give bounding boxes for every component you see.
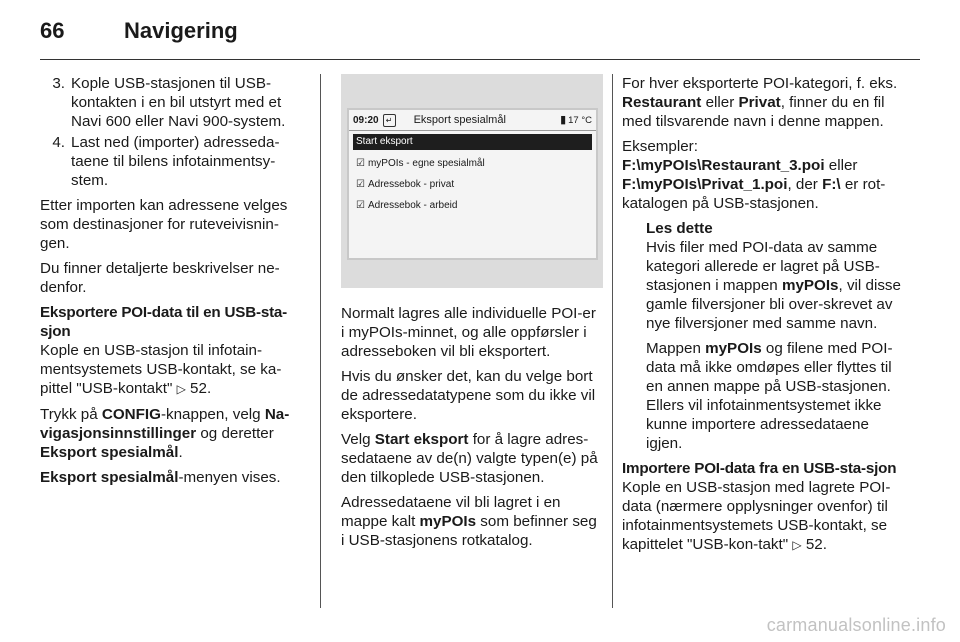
checkbox-checked-icon: ☑	[356, 179, 365, 190]
paragraph: Kople en USB-stasjon med lagrete POI-data (nærmere opplysninger ovenfor) til infotainmentsystemets USB-kontakt, se kapittelet "USB-kon-takt" ▷ 52.	[622, 479, 891, 553]
list-item: 3. Kople USB-stasjonen til USB-kontakten i en bil utstyrt med et Navi 600 eller Navi 900-system.	[52, 75, 286, 130]
menu-item-mypois: ☑ myPOIs - egne spesialmål	[353, 153, 592, 174]
paragraph: Du finner detaljerte beskrivelser ne-denfor.	[40, 260, 280, 296]
checkbox-checked-icon: ☑	[356, 200, 365, 211]
page-reference-icon: ▷	[792, 538, 802, 552]
paragraph: Adressedataene vil bli lagret i en mappe kalt myPOIs som befinner seg i USB-stasjonens rotkatalog.	[341, 494, 597, 549]
paragraph: Hvis filer med POI-data av samme kategori allerede er lagret på USB-stasjonen i mappen myPOIs, vil disse gamle filversjoner bli over-skrevet av nye filversjoner med samme navn.	[646, 239, 901, 332]
header-rule	[40, 59, 920, 60]
thermometer-icon: ▮	[560, 113, 567, 126]
menu-item-addressbook-private: ☑ Adressebok - privat	[353, 174, 592, 195]
screen-topbar	[349, 110, 596, 130]
page-header	[40, 18, 238, 52]
clock: 09:20	[353, 114, 379, 126]
paragraph: Trykk på CONFIG-knappen, velg Na-vigasjonsinnstillinger og deretter Eksport spesialmål.	[40, 406, 290, 461]
list-item: 4. Last ned (importer) adresseda-taene til bilens infotainmentsy-stem.	[52, 134, 280, 189]
menu-item-start-export: Start eksport	[353, 134, 592, 150]
paragraph: Eksempler: F:\myPOIs\Restaurant_3.poi eller F:\myPOIs\Privat_1.poi, der F:\ er rot-katalogen på USB-stasjonen.	[622, 138, 886, 212]
note-title: Les dette	[646, 220, 713, 237]
paragraph: Velg Start eksport for å lagre adres-sedataene av de(n) valgte typen(e) på den tilkoplede USB-stasjonen.	[341, 431, 598, 486]
paragraph: Hvis du ønsker det, kan du velge bort de adressedatatypene som du ikke vil eksportere.	[341, 368, 596, 423]
export-menu	[353, 134, 592, 216]
back-icon: ↵	[383, 114, 396, 127]
paragraph: Mappen myPOIs og filene med POI-data må ikke omdøpes eller flyttes til en annen mappe på USB-stasjonen. Ellers vil infotainmentsystemet ikke kunne importere adressedataene igjen.	[646, 340, 893, 452]
paragraph: For hver eksporterte POI-kategori, f. eks. Restaurant eller Privat, finner du en fil med tilsvarende navn i denne mappen.	[622, 75, 898, 130]
page-reference: 52.	[805, 536, 827, 553]
paragraph: Kople en USB-stasjon til infotain-mentsystemets USB-kontakt, se ka-pittel "USB-kontakt" ▷ 52.	[40, 342, 282, 397]
watermark: carmanualsonline.info	[766, 615, 946, 635]
paragraph: Eksport spesialmål-menyen vises.	[40, 469, 281, 486]
screen-title: Eksport spesialmål	[413, 113, 506, 126]
paragraph: Etter importen kan adressene velges som destinasjoner for ruteveivisnin-gen.	[40, 197, 288, 252]
page-title: Navigering	[124, 18, 238, 43]
page-reference: 52.	[190, 380, 212, 397]
column-left	[40, 74, 302, 493]
screen-figure	[341, 74, 603, 288]
step-list	[40, 74, 302, 190]
page-reference-icon: ▷	[176, 382, 186, 396]
infotainment-screen	[347, 108, 598, 260]
section-heading-export: Eksportere POI-data til en USB-sta-sjon	[40, 304, 288, 340]
menu-item-addressbook-work: ☑ Adressebok - arbeid	[353, 195, 592, 216]
screen-divider	[349, 130, 596, 131]
paragraph: Normalt lagres alle individuelle POI-er i myPOIs-minnet, og alle oppførsler i adresseboken vil bli eksportert.	[341, 305, 596, 360]
checkbox-checked-icon: ☑	[356, 158, 365, 169]
page-number: 66	[40, 18, 65, 43]
column-divider	[320, 74, 321, 608]
column-middle	[341, 74, 603, 556]
note-box	[622, 219, 904, 453]
column-right	[622, 74, 904, 561]
temperature: 17 °C	[568, 114, 592, 126]
section-heading-import: Importere POI-data fra en USB-sta-sjon	[622, 460, 897, 477]
column-divider	[612, 74, 613, 608]
